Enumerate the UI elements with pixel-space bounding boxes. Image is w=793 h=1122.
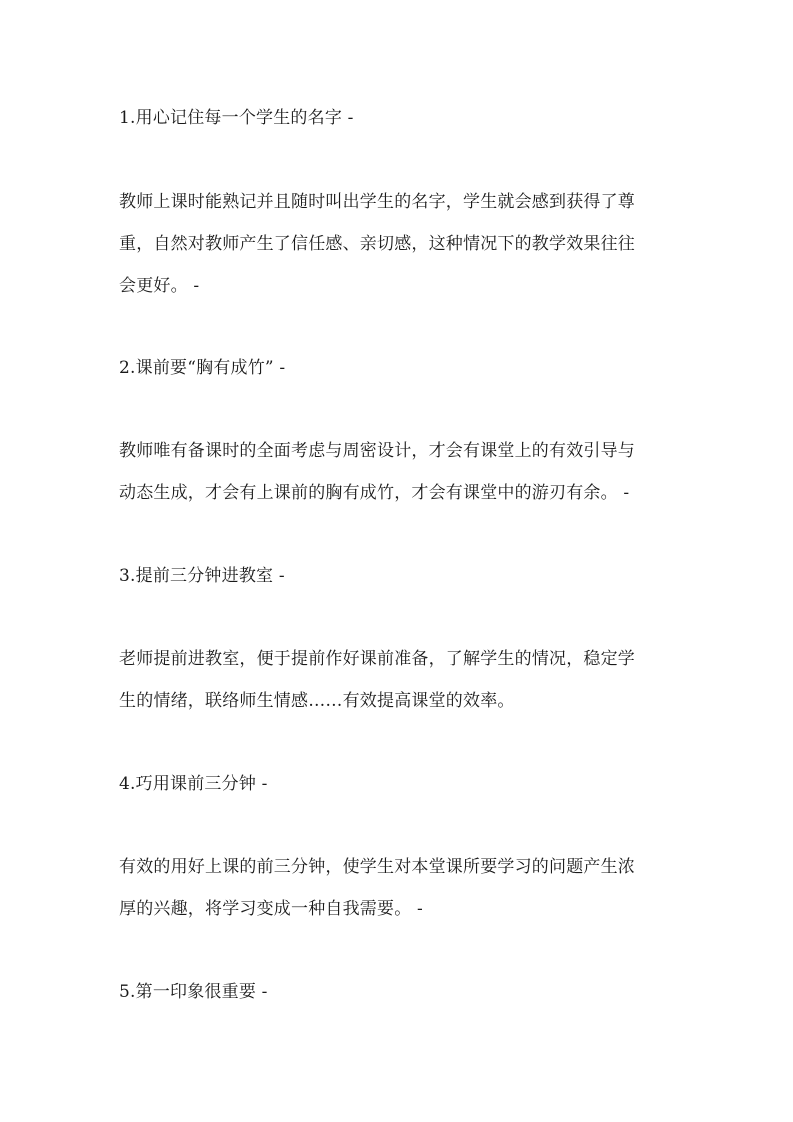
paragraph-1-line-1: 教师上课时能熟记并且随时叫出学生的名字，学生就会感到获得了尊 xyxy=(119,192,635,212)
paragraph-4-line-2: 厚的兴趣，将学习变成一种自我需要。 - xyxy=(119,899,423,919)
heading-5: 5.第一印象很重要 - xyxy=(119,982,268,1002)
paragraph-1-line-3: 会更好。 - xyxy=(119,276,200,296)
paragraph-2-line-1: 教师唯有备课时的全面考虑与周密设计，才会有课堂上的有效引导与 xyxy=(119,441,635,461)
paragraph-3-line-2: 生的情绪，联络师生情感……有效提高课堂的效率。 xyxy=(119,691,515,711)
paragraph-3-line-1: 老师提前进教室，便于提前作好课前准备，了解学生的情况，稳定学 xyxy=(119,649,635,669)
heading-1: 1.用心记住每一个学生的名字 - xyxy=(119,108,354,128)
heading-2: 2.课前要“胸有成竹” - xyxy=(119,358,286,378)
heading-4: 4.巧用课前三分钟 - xyxy=(119,774,268,794)
paragraph-4-line-1: 有效的用好上课的前三分钟，使学生对本堂课所要学习的问题产生浓 xyxy=(119,857,635,877)
heading-3: 3.提前三分钟进教室 - xyxy=(119,566,285,586)
paragraph-1-line-2: 重，自然对教师产生了信任感、亲切感，这种情况下的教学效果往往 xyxy=(119,234,635,254)
paragraph-2-line-2: 动态生成，才会有上课前的胸有成竹，才会有课堂中的游刃有余。 - xyxy=(119,483,630,503)
